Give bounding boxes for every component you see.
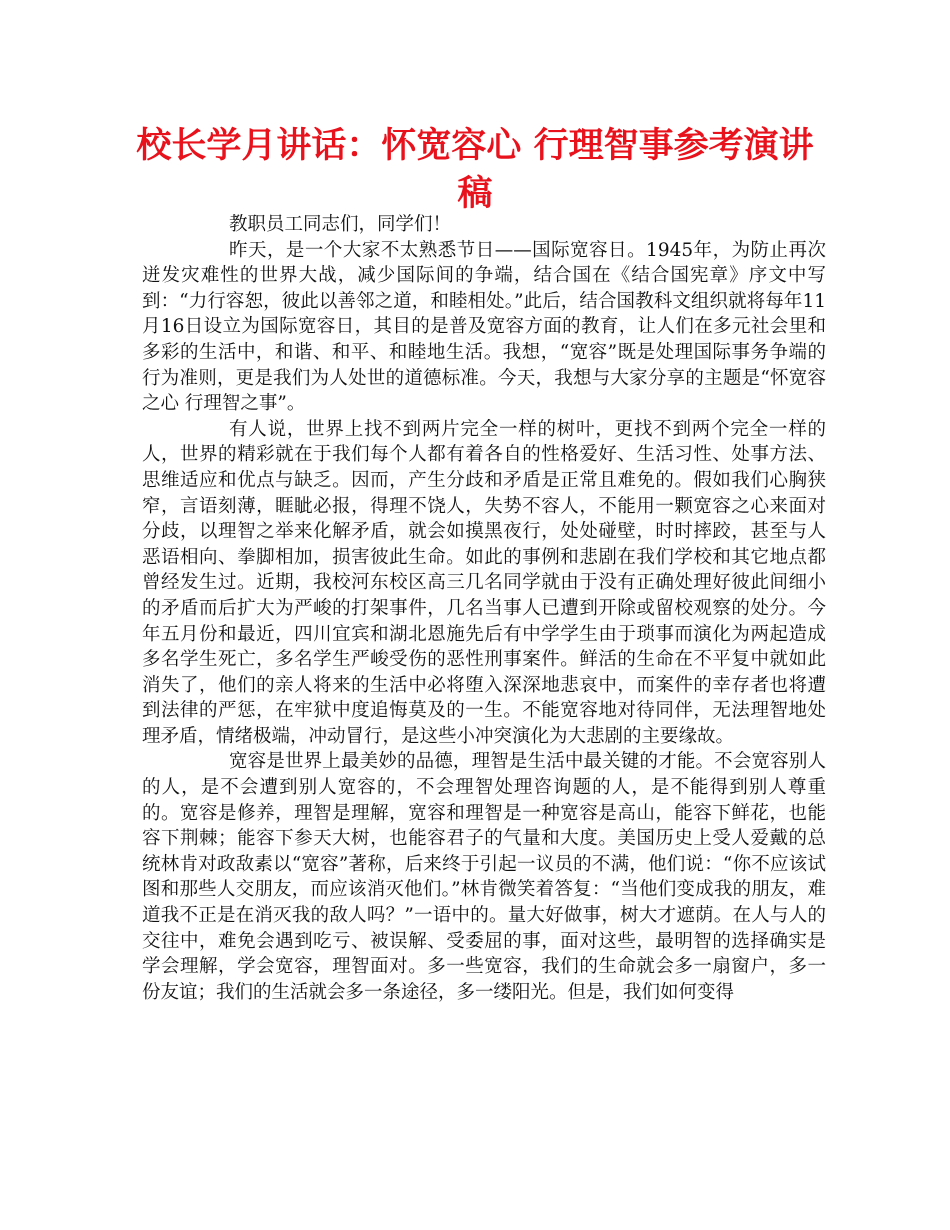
document-title: 校长学月讲话：怀宽容心 行理智事参考演讲稿 <box>136 126 814 214</box>
salutation: 教职员工同志们，同学们！ <box>229 214 452 235</box>
paragraph-1: 昨天，是一个大家不太熟悉节日——国际宽容日。1945年，为防止再次迸发灾难性的世界大战，减少国际间的争端，结合国在《结合国宪章》序文中写到：“力行容恕，彼此以善邻之道，和睦相处。”此后，结合国教科文组织就将每年11月16日设立为国际宽容日，其目的是普及宽容方面的教育，让人们在多元社会里和多彩的生活中，和谐、和平、和睦地生活。我想，“宽容”既是处理国际事务争端的行为准则，更是我们为人处世的道德标准。今天，我想与大家分享的主题是“怀宽容之心 行理智之事”。 <box>142 239 826 415</box>
paragraph-2: 有人说，世界上找不到两片完全一样的树叶，更找不到两个完全一样的人，世界的精彩就在于我们每个人都有着各自的性格爱好、生活习性、处事方法、思维适应和优点与缺乏。因而，产生分歧和矛盾是正常且难免的。假如我们心胸狭窄，言语刻薄，睚眦必报，得理不饶人，失势不容人，不能用一颗宽容之心来面对分歧，以理智之举来化解矛盾，就会如摸黑夜行，处处碰壁，时时摔跤，甚至与人恶语相向、拳脚相加，损害彼此生命。如此的事例和悲剧在我们学校和其它地点都曾经发生过。近期，我校河东校区高三几名同学就由于没有正确处理好彼此间细小的矛盾而后扩大为严峻的打架事件，几名当事人已遭到开除或留校观察的处分。今年五月份和最近，四川宜宾和湖北恩施先后有中学学生由于琐事而演化为两起造成多名学生死亡，多名学生严峻受伤的恶性刑事案件。鲜活的生命在不平复中就如此消失了，他们的亲人将来的生活中必将堕入深深地悲哀中，而案件的幸存者也将遭到法律的严惩，在牢狱中度追悔莫及的一生。不能宽容地对待同伴，无法理智地处理矛盾，情绪极端，冲动冒行，是这些小冲突演化为大悲剧的主要缘故。 <box>142 418 826 747</box>
paragraph-3: 宽容是世界上最美妙的品德，理智是生活中最关键的才能。不会宽容别人的人，是不会遭到别人宽容的，不会理智处理咨询题的人，是不能得到别人尊重的。宽容是修养，理智是理解，宽容和理智是一种宽容是高山，能容下鲜花，也能容下荆棘；能容下参天大树，也能容君子的气量和大度。美国历史上受人爱戴的总统林肯对政敌素以“宽容”著称，后来终于引起一议员的不满，他们说：“你不应该试图和那些人交朋友，而应该消灭他们。”林肯微笑着答复：“当他们变成我的朋友，难道我不正是在消灭我的敌人吗？”一语中的。量大好做事，树大才遮荫。在人与人的交往中，难免会遇到吃亏、被误解、受委屈的事，面对这些，最明智的选择确实是学会理解，学会宽容，理智面对。多一些宽容，我们的生命就会多一扇窗户，多一份友谊；我们的生活就会多一条途径，多一缕阳光。但是，我们如何变得 <box>142 751 826 1003</box>
document-body <box>142 212 826 1005</box>
